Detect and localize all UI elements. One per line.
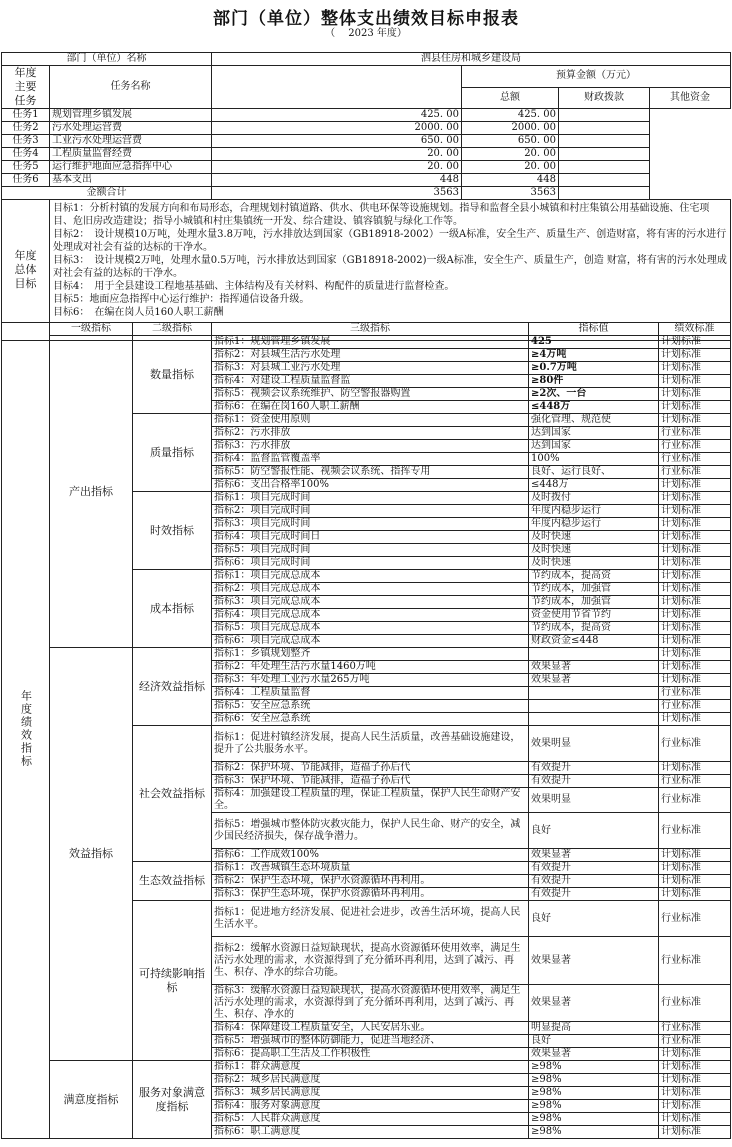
sum-fiscal: 3563 — [462, 187, 559, 200]
goal-line: 目标6： 在编在岗人员160人职工薪酬 — [53, 307, 224, 318]
indicator-standard: 行业标准 — [659, 985, 731, 1022]
indicator-value: ≥98% — [529, 1061, 659, 1074]
indicator-row — [2, 648, 731, 661]
indicator-standard: 计划标准 — [659, 648, 731, 661]
other-header: 其他资金 — [650, 87, 731, 109]
task-name: 任务6 — [2, 174, 50, 187]
level3-cell: 指标5：防空警报性能、视频会议系统、指挥专用 — [212, 466, 529, 479]
indicator-value: ≤448万 — [529, 479, 659, 492]
level3-cell: 指标2：年处理生活污水量1460万吨 — [212, 661, 529, 674]
task-total: 425. 00 — [212, 109, 462, 122]
goal-line: 目标1：分析村镇的发展方向和布局形态，合理规划村镇道路、供水、供电环保等设施规划。指导和监督全县小城镇和村庄集镇公用基础设施、住宅项目、危旧房改造建设；指导小城镇和村庄集镇统一开发、综合建设、镇容镇貌与绿化工作等。 — [53, 203, 710, 227]
indicator-standard: 计划标准 — [659, 583, 731, 596]
level3-cell: 指标2：缓解水资源日益短缺现状，提高水资源循环使用效率，满足生活污水处理的需求，水资源得到了充分循环再利用，达到了减污、再生、积存、净水的综合功能。 — [212, 937, 529, 985]
indicator-standard: 计划标准 — [659, 336, 731, 349]
level3-cell: 指标6：提高职工生活及工作积极性 — [212, 1048, 529, 1061]
task-name: 任务5 — [2, 161, 50, 174]
indicator-row — [2, 1061, 731, 1074]
indicator-standard: 行业标准 — [659, 440, 731, 453]
level2-cell — [133, 492, 212, 570]
indicator-standard: 计划标准 — [659, 862, 731, 875]
indicator-value: 效果明显 — [529, 788, 659, 813]
task-other — [559, 109, 650, 122]
level3-cell: 指标2：污水排放 — [212, 427, 529, 440]
indicator-standard: 行业标准 — [659, 937, 731, 985]
task-row — [2, 122, 731, 135]
level3-cell: 指标6：工作成效100% — [212, 849, 529, 862]
indicator-standard: 计划标准 — [659, 375, 731, 388]
indicator-value: 效果显著 — [529, 661, 659, 674]
level3-cell: 指标1：改善城镇生态环境质量 — [212, 862, 529, 875]
indicator-value: 节约成本，加强管 — [529, 583, 659, 596]
indicator-standard: 行业标准 — [659, 813, 731, 849]
page-title: 部门（单位）整体支出绩效目标申报表 — [213, 9, 519, 29]
indicator-standard: 行业标准 — [659, 788, 731, 813]
indicator-standard: 计划标准 — [659, 1061, 731, 1074]
indicator-standard: 计划标准 — [659, 349, 731, 362]
indicator-value — [529, 700, 659, 713]
level1-cell: 效益指标 — [50, 648, 133, 1061]
level3-cell: 指标6：项目完成总成本 — [212, 635, 529, 648]
indicator-value: 资金使用节省节约 — [529, 609, 659, 622]
level3-cell: 指标3：缓解水资源日益短缺现状，提高水资源循环使用效率，满足生活污水处理的需求，水资源得到了充分循环再利用，达到了减污、再生、积存、净水的 — [212, 985, 529, 1022]
task-row — [2, 135, 731, 148]
level3-cell: 指标3：城乡居民满意度 — [212, 1087, 529, 1100]
indicator-table — [1, 322, 731, 1139]
task-desc-header — [212, 66, 462, 109]
level3-cell: 指标2：保护生态环境，保护水资源循环再利用。 — [212, 875, 529, 888]
task-fiscal: 2000. 00 — [462, 122, 559, 135]
indicator-standard: 计划标准 — [659, 518, 731, 531]
level3-cell: 指标5：安全应急系统 — [212, 700, 529, 713]
level3-cell: 指标3：对县城工业污水处理 — [212, 362, 529, 375]
indicator-standard: 计划标准 — [659, 1100, 731, 1113]
indicator-standard: 计划标准 — [659, 492, 731, 505]
indicator-value: 效果显著 — [529, 937, 659, 985]
task-desc: 基本支出 — [50, 174, 212, 187]
level3-cell: 指标3：年处理工业污水量265万吨 — [212, 674, 529, 687]
goal-line: 目标2： 设计规模10万吨，处理水量3.8万吨，污水排放达到国家（GB18918-2002）一级A标准，安全生产、质量生产、创造财富，将有害的污水进行处理成对社会有益的达标的干净水。 — [53, 229, 727, 253]
standard-header: 绩效标准 — [659, 323, 731, 336]
indicator-value: 100% — [529, 453, 659, 466]
indicator-standard: 计划标准 — [659, 1074, 731, 1087]
indicator-value: 财政资金≤448 — [529, 635, 659, 648]
level1-cell: 满意度指标 — [50, 1061, 133, 1139]
indicator-value: 良好 — [529, 813, 659, 849]
indicator-value: ≥98% — [529, 1074, 659, 1087]
task-desc: 工业污水处理运营费 — [50, 135, 212, 148]
indicator-value: ≥98% — [529, 1113, 659, 1126]
level3-cell: 指标3：保护生态环境，保护水资源循环再利用。 — [212, 888, 529, 901]
indicator-standard: 计划标准 — [659, 635, 731, 648]
level3-cell: 指标5：增强城市的整体防御能力，促进当地经济、 — [212, 1035, 529, 1048]
indicator-standard: 计划标准 — [659, 531, 731, 544]
indicator-standard: 计划标准 — [659, 661, 731, 674]
level2-label: 数量指标 — [150, 367, 194, 381]
level2-label: 经济效益指标 — [139, 679, 205, 693]
level3-cell: 指标1：促进地方经济发展、促进社会进步，改善生活环境，提高人民生活水平。 — [212, 901, 529, 937]
dept-label: 部门（单位）名称 — [2, 53, 212, 66]
indicator-value: ≥98% — [529, 1126, 659, 1139]
level2-label: 生态效益指标 — [139, 874, 205, 887]
task-name: 任务3 — [2, 135, 50, 148]
task-total: 2000. 00 — [212, 122, 462, 135]
budget-header: 预算金额（万元） — [462, 66, 731, 88]
level3-cell: 指标2：城乡居民满意度 — [212, 1074, 529, 1087]
level3-cell: 指标6：安全应急系统 — [212, 713, 529, 726]
level3-cell: 指标4：对建设工程质量监督监 — [212, 375, 529, 388]
indicator-value: 有效提升 — [529, 762, 659, 775]
indicator-value: 达到国家 — [529, 440, 659, 453]
level3-cell: 指标5：视频会议系统维护、防空警报器购置 — [212, 388, 529, 401]
indicator-standard: 计划标准 — [659, 713, 731, 726]
task-name: 任务2 — [2, 122, 50, 135]
indicator-standard: 计划标准 — [659, 596, 731, 609]
task-other — [559, 135, 650, 148]
indicator-standard: 计划标准 — [659, 762, 731, 775]
level2-label: 成本指标 — [150, 601, 194, 615]
indicator-standard: 计划标准 — [659, 849, 731, 862]
indicator-value: 强化管理、规范使 — [529, 414, 659, 427]
indicator-standard: 计划标准 — [659, 888, 731, 901]
task-other — [559, 174, 650, 187]
level3-cell: 指标1：项目完成总成本 — [212, 570, 529, 583]
indicator-standard: 计划标准 — [659, 557, 731, 570]
level3-cell: 指标5：项目完成时间 — [212, 544, 529, 557]
indicator-value: 有效提升 — [529, 862, 659, 875]
level2-cell — [133, 414, 212, 492]
task-desc: 规划管理乡镇发展 — [50, 109, 212, 122]
indicator-value: ≥80件 — [529, 375, 659, 388]
task-name-header: 任务名称 — [50, 66, 212, 109]
level1-header: 一级指标 — [50, 323, 133, 336]
task-total: 650. 00 — [212, 135, 462, 148]
indicator-value: ≥2次、一台 — [529, 388, 659, 401]
level3-cell: 指标4：项目完成总成本 — [212, 609, 529, 622]
level3-cell: 指标1：资金使用原则 — [212, 414, 529, 427]
level3-cell: 指标3：项目完成总成本 — [212, 596, 529, 609]
task-desc: 运行维护地面应急指挥中心 — [50, 161, 212, 174]
indicator-value — [529, 713, 659, 726]
level3-cell: 指标2：项目完成时间 — [212, 505, 529, 518]
indicator-value: 及时拨付 — [529, 492, 659, 505]
indicator-standard: 计划标准 — [659, 875, 731, 888]
indicator-value: 节约成本，提高资 — [529, 570, 659, 583]
level3-cell: 指标2：项目完成总成本 — [212, 583, 529, 596]
indicator-standard: 计划标准 — [659, 622, 731, 635]
level2-cell — [133, 1061, 212, 1139]
task-row — [2, 109, 731, 122]
indicator-value: 有效提升 — [529, 888, 659, 901]
goal-line: 目标4： 用于全县建设工程地基基础、主体结构及有关材料、构配件的质量进行监督检查。 — [53, 281, 455, 292]
indicator-standard: 计划标准 — [659, 388, 731, 401]
indicator-value: 效果显著 — [529, 985, 659, 1022]
indicator-standard: 计划标准 — [659, 362, 731, 375]
indicator-value: 及时快速 — [529, 531, 659, 544]
level2-label: 质量指标 — [150, 445, 194, 459]
task-table — [1, 52, 731, 341]
indicator-standard: 计划标准 — [659, 570, 731, 583]
indicator-standard: 计划标准 — [659, 414, 731, 427]
level3-cell: 指标4：项目完成时间日 — [212, 531, 529, 544]
indicator-value: 节约成本，加强管 — [529, 596, 659, 609]
indicator-standard: 计划标准 — [659, 1087, 731, 1100]
level3-header: 三级指标 — [212, 323, 529, 336]
indicator-value: 效果显著 — [529, 849, 659, 862]
level3-cell: 指标3：项目完成时间 — [212, 518, 529, 531]
level2-label: 时效指标 — [150, 523, 194, 537]
task-fiscal: 448 — [462, 174, 559, 187]
sum-total: 3563 — [212, 187, 462, 200]
indicator-value: ≥4万吨 — [529, 349, 659, 362]
indicator-value: 良好 — [529, 1035, 659, 1048]
indicator-value: ≤448万 — [529, 401, 659, 414]
indicator-value — [529, 648, 659, 661]
indicator-standard: 行业标准 — [659, 775, 731, 788]
indicator-value: ≥0.7万吨 — [529, 362, 659, 375]
level3-cell: 指标4：服务对象满意度 — [212, 1100, 529, 1113]
indicator-value: 425 — [529, 336, 659, 349]
task-other — [559, 122, 650, 135]
indicator-value: 效果显著 — [529, 674, 659, 687]
level3-cell: 指标4：监督监管覆盖率 — [212, 453, 529, 466]
goal-line: 目标5：地面应急指挥中心运行维护：指挥通信设备升级。 — [53, 294, 310, 305]
level2-cell — [133, 648, 212, 726]
level3-cell: 指标4：加强建设工程质量的理，保证工程质量，保护人民生命财产安全。 — [212, 788, 529, 813]
task-row — [2, 161, 731, 174]
task-row — [2, 174, 731, 187]
indicator-standard: 计划标准 — [659, 1126, 731, 1139]
level3-cell: 指标1：规划管理乡镇发展 — [212, 336, 529, 349]
indicator-value: 效果明显 — [529, 726, 659, 762]
level2-cell — [133, 862, 212, 901]
level2-cell — [133, 901, 212, 1061]
task-other — [559, 148, 650, 161]
indicators-section-label: 年度绩效指标 — [2, 323, 50, 1139]
level3-cell: 指标5：项目完成总成本 — [212, 622, 529, 635]
indicator-standard: 行业标准 — [659, 453, 731, 466]
task-name: 任务1 — [2, 109, 50, 122]
annual-tasks-label: 年度主要任务 — [2, 66, 50, 109]
level2-label: 服务对象满意度指标 — [139, 1085, 205, 1113]
year-subtitle: （ 2023 年度） — [325, 28, 407, 39]
level3-cell: 指标4：工程质量监督 — [212, 687, 529, 700]
task-total: 20. 00 — [212, 148, 462, 161]
level2-label: 可持续影响指标 — [139, 966, 205, 994]
task-fiscal: 20. 00 — [462, 148, 559, 161]
indicator-standard: 计划标准 — [659, 674, 731, 687]
indicator-standard: 计划标准 — [659, 1113, 731, 1126]
indicator-value: 良好、运行良好、 — [529, 466, 659, 479]
task-other — [559, 161, 650, 174]
level3-cell: 指标1：乡镇规划整齐 — [212, 648, 529, 661]
sum-label: 金额合计 — [2, 187, 212, 200]
level3-cell: 指标1：项目完成时间 — [212, 492, 529, 505]
sum-other — [559, 187, 650, 200]
task-name: 任务4 — [2, 148, 50, 161]
dept-value: 泗县住房和城乡建设局 — [212, 53, 731, 66]
task-total: 20. 00 — [212, 161, 462, 174]
indicator-standard: 行业标准 — [659, 1035, 731, 1048]
level1-cell: 产出指标 — [50, 336, 133, 648]
level3-cell: 指标6：在编在岗160人职工薪酬 — [212, 401, 529, 414]
indicator-value: 有效提升 — [529, 875, 659, 888]
level3-cell: 指标2：保护环境、节能减排，造福子孙后代 — [212, 762, 529, 775]
level3-cell: 指标6：项目完成时间 — [212, 557, 529, 570]
level3-cell: 指标4：保障建设工程质量安全，人民安居乐业。 — [212, 1022, 529, 1035]
overall-goals-label: 年度总体目标 — [2, 200, 50, 341]
level3-cell: 指标6：支出合格率100% — [212, 479, 529, 492]
indicator-value: 明显提高 — [529, 1022, 659, 1035]
task-fiscal: 20. 00 — [462, 161, 559, 174]
level2-label: 社会效益指标 — [139, 786, 205, 800]
level3-cell: 指标3：污水排放 — [212, 440, 529, 453]
level3-cell: 指标3：保护环境、节能减排，造福子孙后代 — [212, 775, 529, 788]
level3-cell: 指标1：促进村镇经济发展，提高人民生活质量，改善基础设施建设，提升了公共服务水平。 — [212, 726, 529, 762]
indicator-value — [529, 687, 659, 700]
value-header: 指标值 — [529, 323, 659, 336]
indicator-standard: 计划标准 — [659, 401, 731, 414]
indicator-value: 达到国家 — [529, 427, 659, 440]
indicator-standard: 行业标准 — [659, 1022, 731, 1035]
indicator-value: 效果显著 — [529, 1048, 659, 1061]
level2-cell — [133, 726, 212, 862]
level2-cell — [133, 570, 212, 648]
level3-cell: 指标1：群众满意度 — [212, 1061, 529, 1074]
level3-cell: 指标6：职工满意度 — [212, 1126, 529, 1139]
indicator-value: 及时快速 — [529, 557, 659, 570]
level2-header: 二级指标 — [133, 323, 212, 336]
level3-cell: 指标5：增强城市整体防灾救灾能力，保护人民生命、财产的安全，减少国民经济损失，保存战争潜力。 — [212, 813, 529, 849]
task-fiscal: 650. 00 — [462, 135, 559, 148]
indicator-value: 及时快速 — [529, 544, 659, 557]
indicator-value: 年度内稳步运行 — [529, 505, 659, 518]
indicator-standard: 计划标准 — [659, 479, 731, 492]
goal-line: 目标3： 设计规模2万吨，处理水量0.5万吨，污水排放达到国家（GB18918-2002)一级A标准，安全生产、质量生产，创造 财富，将有害的污水处理成对社会有益的达标的干净水。 — [53, 255, 727, 279]
indicator-standard: 行业标准 — [659, 427, 731, 440]
indicator-value: 良好 — [529, 901, 659, 937]
task-fiscal: 425. 00 — [462, 109, 559, 122]
level2-cell — [133, 336, 212, 414]
indicator-value: 有效提升 — [529, 775, 659, 788]
indicator-row — [2, 336, 731, 349]
level3-cell: 指标2：对县城生活污水处理 — [212, 349, 529, 362]
indicator-standard: 行业标准 — [659, 901, 731, 937]
indicator-standard: 计划标准 — [659, 505, 731, 518]
indicator-standard: 行业标准 — [659, 466, 731, 479]
indicator-standard: 计划标准 — [659, 1048, 731, 1061]
task-row — [2, 148, 731, 161]
indicator-value: ≥98% — [529, 1087, 659, 1100]
task-desc: 污水处理运营费 — [50, 122, 212, 135]
fiscal-header: 财政拨款 — [559, 87, 650, 109]
indicator-standard: 计划标准 — [659, 609, 731, 622]
indicator-value: 节约成本，提高资 — [529, 622, 659, 635]
indicator-standard: 行业标准 — [659, 687, 731, 700]
indicator-standard: 计划标准 — [659, 544, 731, 557]
task-desc: 工程质量监督经费 — [50, 148, 212, 161]
task-total: 448 — [212, 174, 462, 187]
indicator-value: 年度内稳步运行 — [529, 518, 659, 531]
indicator-standard: 行业标准 — [659, 726, 731, 762]
total-header: 总额 — [462, 87, 559, 109]
overall-goals-text — [50, 200, 731, 341]
indicator-standard: 行业标准 — [659, 700, 731, 713]
level3-cell: 指标5：人民群众满意度 — [212, 1113, 529, 1126]
indicator-value: ≥98% — [529, 1100, 659, 1113]
